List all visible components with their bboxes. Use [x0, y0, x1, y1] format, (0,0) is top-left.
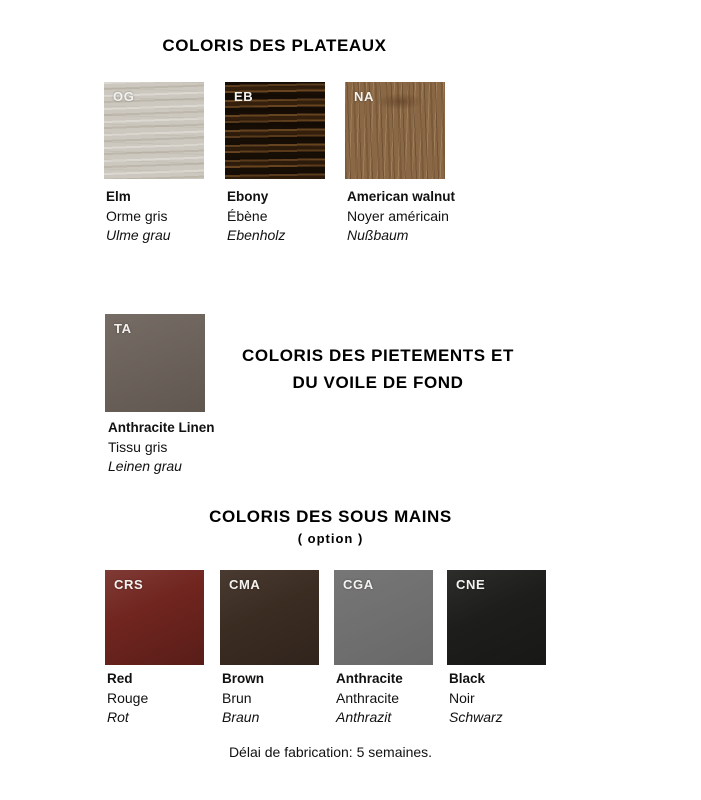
name-fr: Ébène	[227, 207, 268, 224]
name-en: Brown	[222, 671, 264, 686]
name-de: Schwarz	[449, 709, 503, 726]
swatch-code-ta: TA	[114, 321, 132, 336]
swatch-label-red	[107, 669, 227, 728]
title-line-1: COLORIS DES PIETEMENTS ET	[242, 346, 514, 365]
name-de: Anthrazit	[336, 709, 392, 726]
swatch-code-na: NA	[354, 89, 374, 104]
swatch-label-black	[449, 669, 569, 728]
name-de: Rot	[107, 709, 129, 726]
section-title-plateaux: COLORIS DES PLATEAUX	[162, 36, 387, 55]
name-fr: Brun	[222, 689, 252, 706]
name-fr: Noir	[449, 689, 475, 706]
swatch-label-elm	[106, 187, 226, 246]
swatch-label-anthracite	[336, 669, 456, 728]
swatch-anthracite	[334, 570, 433, 665]
name-de: Braun	[222, 709, 260, 726]
swatch-anthracite-linen	[105, 314, 205, 412]
name-en: Ebony	[227, 189, 269, 204]
lead-time-note: Délai de fabrication: 5 semaines.	[228, 744, 433, 760]
swatch-code-crs: CRS	[114, 577, 144, 592]
name-de: Leinen grau	[108, 458, 182, 475]
swatch-american-walnut	[345, 82, 445, 179]
name-en: American walnut	[347, 189, 456, 204]
swatch-code-eb: EB	[234, 89, 254, 104]
name-en: Anthracite	[336, 671, 403, 686]
name-fr: Anthracite	[336, 689, 400, 706]
name-en: Red	[107, 671, 133, 686]
swatch-black	[447, 570, 546, 665]
swatch-label-anthracite-linen	[108, 418, 278, 477]
swatch-red	[105, 570, 204, 665]
section-title-sous-mains: COLORIS DES SOUS MAINS	[209, 507, 452, 526]
name-de: Ebenholz	[227, 227, 286, 244]
swatch-label-american-walnut	[347, 187, 467, 246]
name-fr: Noyer américain	[347, 207, 449, 224]
name-en: Anthracite Linen	[108, 420, 215, 435]
section-subtitle-option: ( option )	[297, 531, 364, 546]
name-fr: Orme gris	[106, 207, 168, 224]
swatch-code-cma: CMA	[229, 577, 261, 592]
swatch-ebony	[225, 82, 325, 179]
title-line-2: DU VOILE DE FOND	[292, 373, 464, 392]
name-fr: Tissu gris	[108, 438, 168, 455]
swatch-code-og: OG	[113, 89, 135, 104]
name-de: Ulme grau	[106, 227, 171, 244]
name-fr: Rouge	[107, 689, 149, 706]
swatch-code-cga: CGA	[343, 577, 374, 592]
section-title-pietements	[215, 342, 541, 396]
swatch-brown	[220, 570, 319, 665]
swatch-label-brown	[222, 669, 342, 728]
swatch-elm	[104, 82, 204, 179]
name-en: Black	[449, 671, 486, 686]
name-de: Nußbaum	[347, 227, 409, 244]
name-en: Elm	[106, 189, 131, 204]
swatch-label-ebony	[227, 187, 347, 246]
swatch-code-cne: CNE	[456, 577, 486, 592]
